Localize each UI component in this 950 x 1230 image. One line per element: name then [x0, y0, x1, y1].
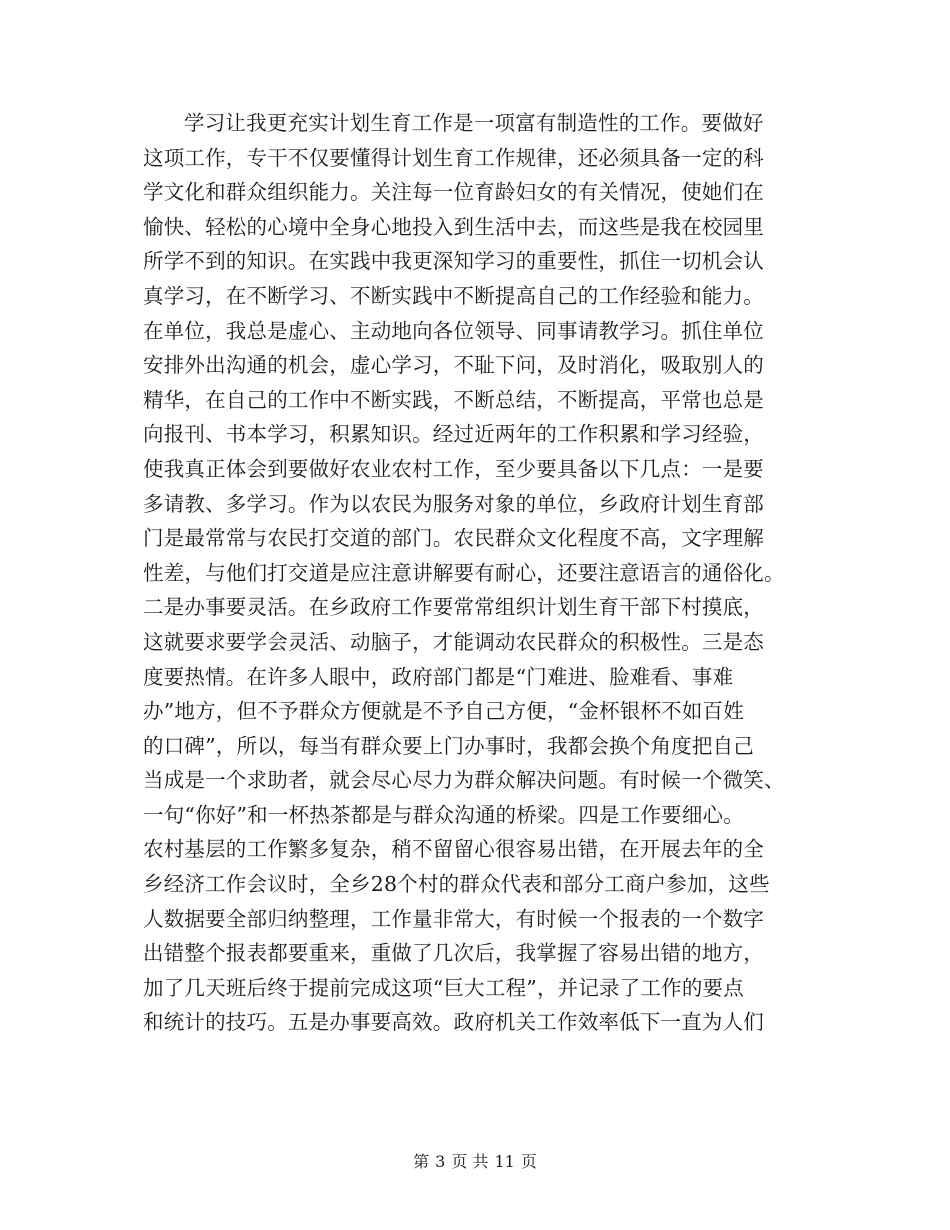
text-line: 这项工作，专干不仅要懂得计划生育工作规律，还必须具备一定的科	[143, 145, 764, 170]
text-line: 安排外出沟通的机会，虚心学习，不耻下问，及时消化，吸取别人的	[143, 353, 764, 378]
text-line: 二是办事要灵活。在乡政府工作要常常组织计划生育干部下村摸底，	[143, 595, 764, 620]
text-line: 这就要求要学会灵活、动脑子，才能调动农民群众的积极性。三是态	[143, 629, 764, 654]
text-line: 门是最常常与农民打交道的部门。农民群众文化程度不高，文字理解	[143, 526, 764, 551]
text-line: 出错整个报表都要重来，重做了几次后，我掌握了容易出错的地方，	[143, 941, 764, 966]
text-line: 性差，与他们打交道是应注意讲解要有耐心，还要注意语言的通俗化。	[143, 560, 785, 585]
text-line: 愉快、轻松的心境中全身心地投入到生活中去，而这些是我在校园里	[143, 214, 764, 239]
text-line: 所学不到的知识。在实践中我更深知学习的重要性，抓住一切机会认	[143, 249, 764, 274]
text-line: 向报刊、书本学习，积累知识。经过近两年的工作积累和学习经验，	[143, 422, 764, 447]
text-line: 人数据要全部归纳整理，工作量非常大，有时候一个报表的一个数字	[143, 906, 764, 931]
footer-prefix: 第	[413, 1152, 430, 1171]
body-text	[143, 106, 803, 1040]
text-line: 农村基层的工作繁多复杂，稍不留留心很容易出错，在开展去年的全	[143, 837, 764, 862]
text-line: 学习让我更充实计划生育工作是一项富有制造性的工作。要做好	[184, 111, 764, 135]
current-page-number: 3	[435, 1152, 446, 1171]
text-line: 多请教、多学习。作为以农民为服务对象的单位，乡政府计划生育部	[143, 491, 764, 516]
text-line: 真学习，在不断学习、不断实践中不断提高自己的工作经验和能力。	[143, 283, 764, 308]
total-page-count: 11	[494, 1152, 515, 1171]
text-line: 度要热情。在许多人眼中，政府部门都是“门难进、脸难看、事难	[143, 664, 734, 689]
text-line: 当成是一个求助者，就会尽心尽力为群众解决问题。有时候一个微笑、	[143, 768, 785, 793]
text-line: 精华，在自己的工作中不断实践，不断总结，不断提高，平常也总是	[143, 387, 764, 412]
text-line: 使我真正体会到要做好农业农村工作，至少要具备以下几点：一是要	[143, 456, 764, 481]
footer-suffix: 页	[520, 1152, 537, 1171]
text-line: 办”地方，但不予群众方便就是不予自己方便，“金杯银杯不如百姓	[143, 699, 744, 724]
text-line: 乡经济工作会议时，全乡28个村的群众代表和部分工商户参加，这些	[143, 872, 770, 897]
text-line: 加了几天班后终于提前完成这项“巨大工程”，并记录了工作的要点	[143, 975, 744, 1000]
footer-middle: 页 共	[451, 1152, 489, 1171]
text-line: 和统计的技巧。五是办事要高效。政府机关工作效率低下一直为人们	[143, 1010, 764, 1035]
text-line: 的口碑”，所以，每当有群众要上门办事时，我都会换个角度把自己	[143, 733, 754, 758]
text-line: 一句“你好”和一杯热茶都是与群众沟通的桥梁。四是工作要细心。	[143, 802, 744, 827]
text-line: 学文化和群众组织能力。关注每一位育龄妇女的有关情况，使她们在	[143, 180, 764, 205]
text-line: 在单位，我总是虚心、主动地向各位领导、同事请教学习。抓住单位	[143, 318, 764, 343]
page-footer	[0, 1150, 950, 1174]
